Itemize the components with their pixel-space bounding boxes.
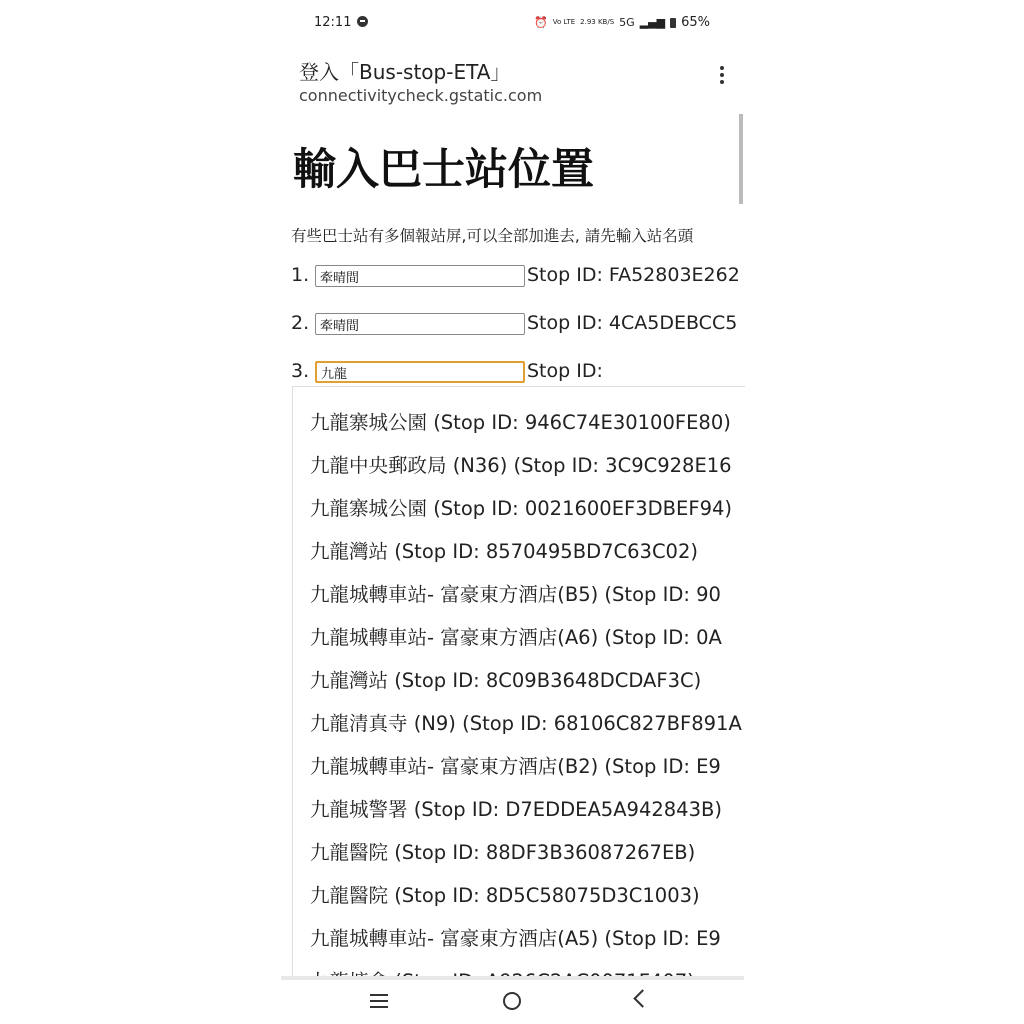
more-options-icon[interactable] [718, 64, 726, 90]
back-icon[interactable] [633, 989, 651, 1007]
header-title: 登入「Bus-stop-ETA」 [299, 60, 511, 84]
autocomplete-dropdown[interactable] [292, 386, 745, 981]
page-content[interactable] [281, 114, 744, 980]
battery-icon [670, 18, 676, 28]
alarm-icon: ⏰ [534, 16, 548, 29]
network-speed: 2.93 KB/S [580, 18, 615, 26]
stop-id-label: Stop ID: 4CA5DEBCC5 [527, 312, 738, 334]
suggestion-item[interactable]: 九龍城警署 (Stop ID: D7EDDEA5A942843B) [310, 798, 722, 821]
stop-number: 1. [291, 264, 310, 286]
suggestion-item[interactable]: 九龍清真寺 (N9) (Stop ID: 68106C827BF891A [310, 712, 742, 735]
suggestion-item[interactable]: 九龍城轉車站- 富豪東方酒店(A5) (Stop ID: E9 [310, 927, 721, 950]
status-bar [281, 0, 744, 44]
battery-percent: 65% [681, 15, 710, 30]
suggestion-item[interactable]: 九龍城轉車站- 富豪東方酒店(B5) (Stop ID: 90 [310, 583, 721, 606]
scrollbar[interactable] [739, 114, 743, 204]
stop-name-input-3[interactable] [315, 361, 525, 383]
suggestion-item[interactable]: 九龍城轉車站- 富豪東方酒店(B2) (Stop ID: E9 [310, 755, 721, 778]
suggestion-item[interactable]: 九龍寨城公園 (Stop ID: 0021600EF3DBEF94) [310, 497, 733, 520]
stop-number: 3. [291, 360, 310, 382]
navigation-bar [281, 980, 744, 1024]
suggestion-item[interactable]: 九龍灣站 (Stop ID: 8570495BD7C63C02) [310, 540, 698, 563]
browser-header [281, 44, 744, 114]
header-url: connectivitycheck.gstatic.com [299, 86, 543, 105]
stop-number: 2. [291, 312, 310, 334]
home-icon[interactable] [503, 992, 521, 1010]
intro-text: 有些巴士站有多個報站屏,可以全部加進去, 請先輸入站名頭 [291, 227, 694, 245]
stop-id-label: Stop ID: FA52803E262 [527, 264, 740, 286]
suggestion-item[interactable]: 九龍寨城公園 (Stop ID: 946C74E30100FE80) [310, 411, 731, 434]
suggestion-item[interactable]: 九龍灣站 (Stop ID: 8C09B3648DCDAF3C) [310, 669, 702, 692]
stop-name-input-1[interactable] [315, 265, 525, 287]
phone-screen [281, 0, 744, 1024]
suggestion-item[interactable]: 九龍城轉車站- 富豪東方酒店(A6) (Stop ID: 0A [310, 626, 722, 649]
status-icons [534, 15, 710, 30]
stop-id-label: Stop ID: [527, 360, 603, 382]
signal-icon: ▂▄▆ [639, 16, 666, 29]
page-title: 輸入巴士站位置 [293, 145, 594, 195]
recent-apps-icon[interactable] [370, 994, 388, 1008]
network-type: 5G [619, 16, 635, 29]
suggestion-item[interactable]: 九龍醫院 (Stop ID: 88DF3B36087267EB) [310, 841, 696, 864]
volte-indicator: Vo LTE [552, 18, 576, 26]
suggestion-item[interactable]: 九龍醫院 (Stop ID: 8D5C58075D3C1003) [310, 884, 700, 907]
messenger-icon [357, 16, 368, 27]
stop-name-input-2[interactable] [315, 313, 525, 335]
suggestion-item[interactable]: 九龍中央郵政局 (N36) (Stop ID: 3C9C928E16 [310, 454, 732, 477]
status-time: 12:11 [314, 15, 352, 30]
